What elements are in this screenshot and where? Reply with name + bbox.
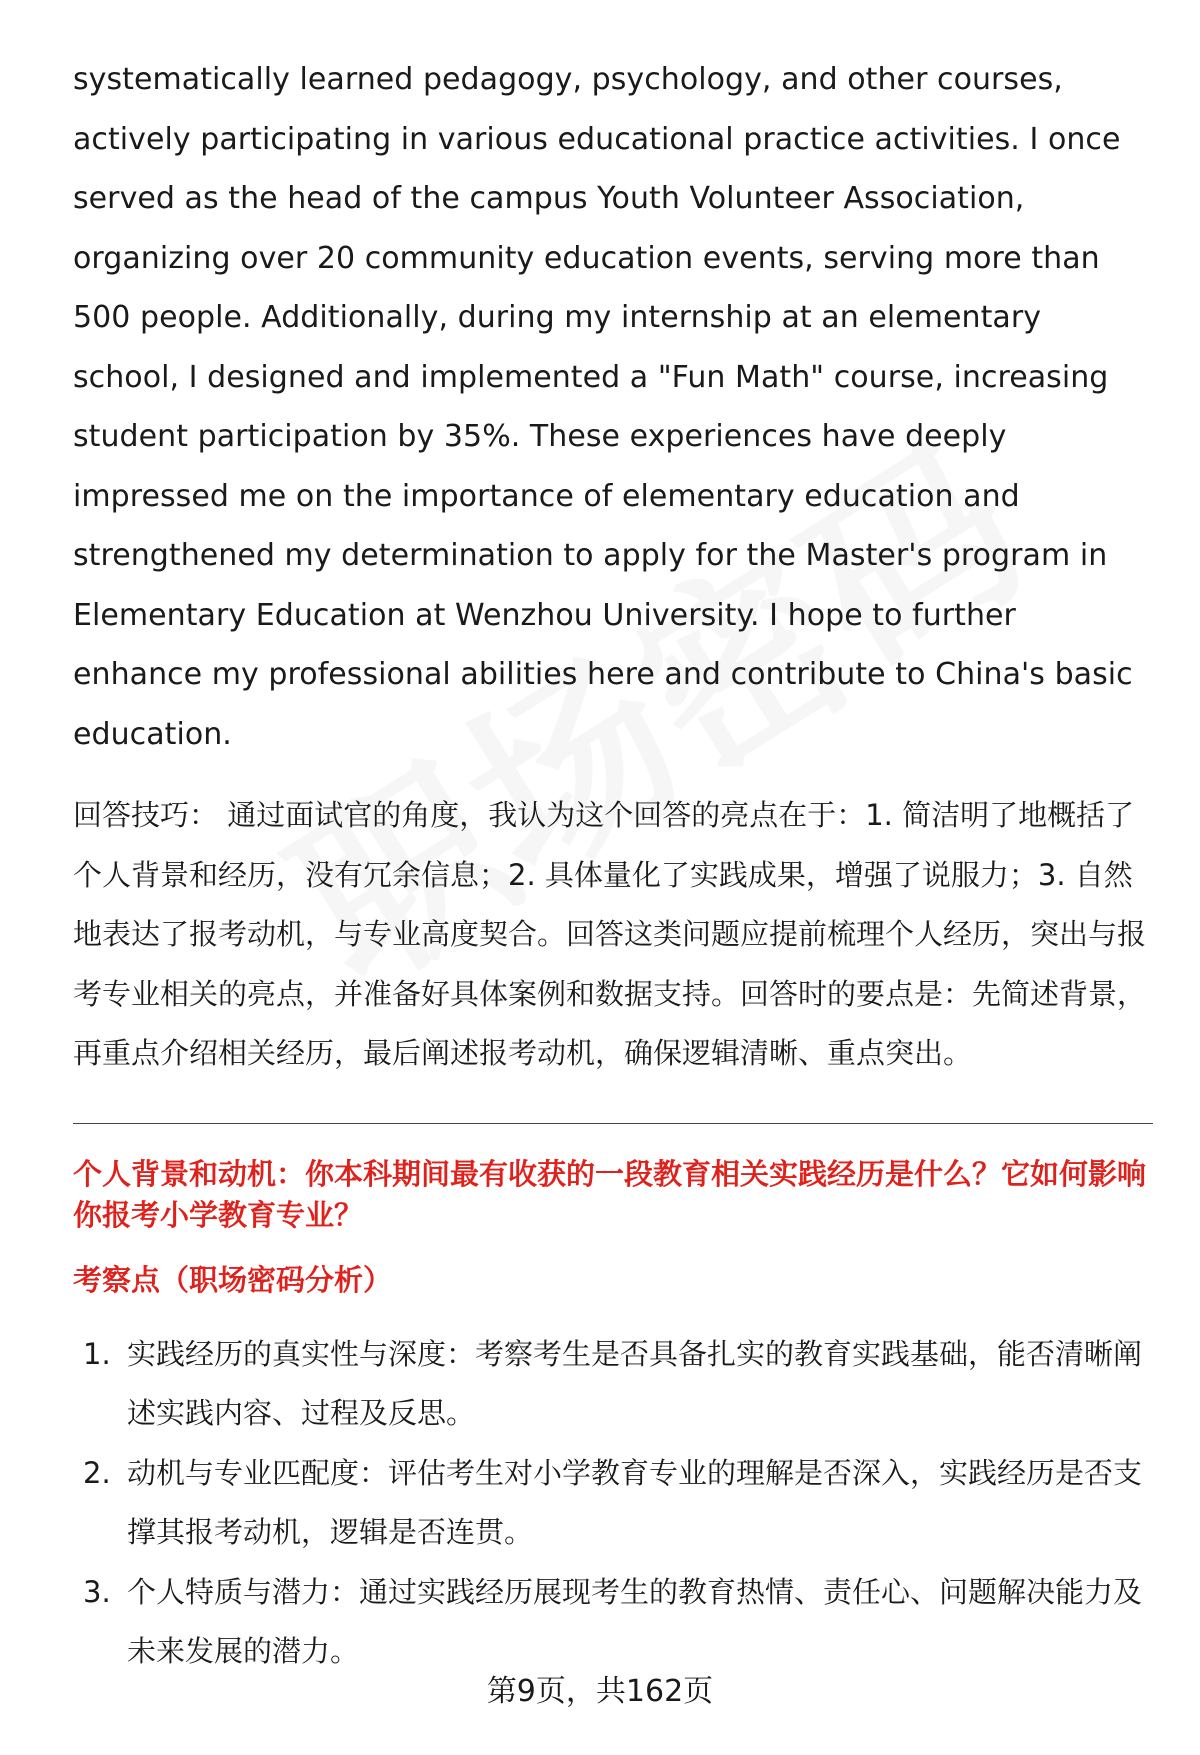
list-item-text: 动机与专业匹配度：评估考生对小学教育专业的理解是否深入，实践经历是否支撑其报考动机，逻辑是否连贯。 — [127, 1455, 1143, 1549]
assessment-points-list — [73, 1325, 1153, 1682]
list-item — [73, 1563, 1153, 1682]
english-paragraph: systematically learned pedagogy, psychology, and other courses, actively participating in various educational practice activities. I once served as the head of the campus Youth Volunteer Association, organizing over 20 community education events, serving more than 500 people. Additionally, during my internship at an elementary school, I designed and implemented a "Fun Math" course, increasing student participation by 35%. These experiences have deeply impressed me on the importance of elementary education and strengthened my determination to apply for the Master's program in Elementary Education at Wenzhou University. I hope to further enhance my professional abilities here and contribute to China's basic education. — [73, 62, 1133, 752]
page-number-footer: 第9页，共162页 — [486, 1674, 714, 1709]
answer-tips-paragraph: 回答技巧： 通过面试官的角度，我认为这个回答的亮点在于：1. 简洁明了地概括了个人背景和经历，没有冗余信息；2. 具体量化了实践成果，增强了说服力；3. 自然地表达了报考动机，与专业高度契合。回答这类问题应提前梳理个人经历，突出与报考专业相关的亮点，并准备好具体案例和数据支持。回答时的要点是：先简述背景，再重点介绍相关经历，最后阐述报考动机，确保逻辑清晰、重点突出。 — [73, 798, 1147, 1070]
list-item — [73, 1444, 1153, 1563]
document-page — [73, 50, 1153, 1682]
section-divider — [73, 1123, 1153, 1124]
list-item-text: 个人特质与潜力：通过实践经历展现考生的教育热情、责任心、问题解决能力及未来发展的潜力。 — [127, 1574, 1143, 1668]
list-item-number: 3. — [83, 1574, 111, 1609]
list-item-number: 2. — [83, 1455, 111, 1490]
list-item — [73, 1325, 1153, 1444]
list-item-text: 实践经历的真实性与深度：考察考生是否具备扎实的教育实践基础，能否清晰阐述实践内容、过程及反思。 — [127, 1336, 1143, 1430]
assessment-heading: 考察点（职场密码分析） — [73, 1262, 393, 1297]
question-title: 个人背景和动机：你本科期间最有收获的一段教育相关实践经历是什么？它如何影响你报考小学教育专业？ — [73, 1156, 1147, 1232]
list-item-number: 1. — [83, 1336, 111, 1371]
